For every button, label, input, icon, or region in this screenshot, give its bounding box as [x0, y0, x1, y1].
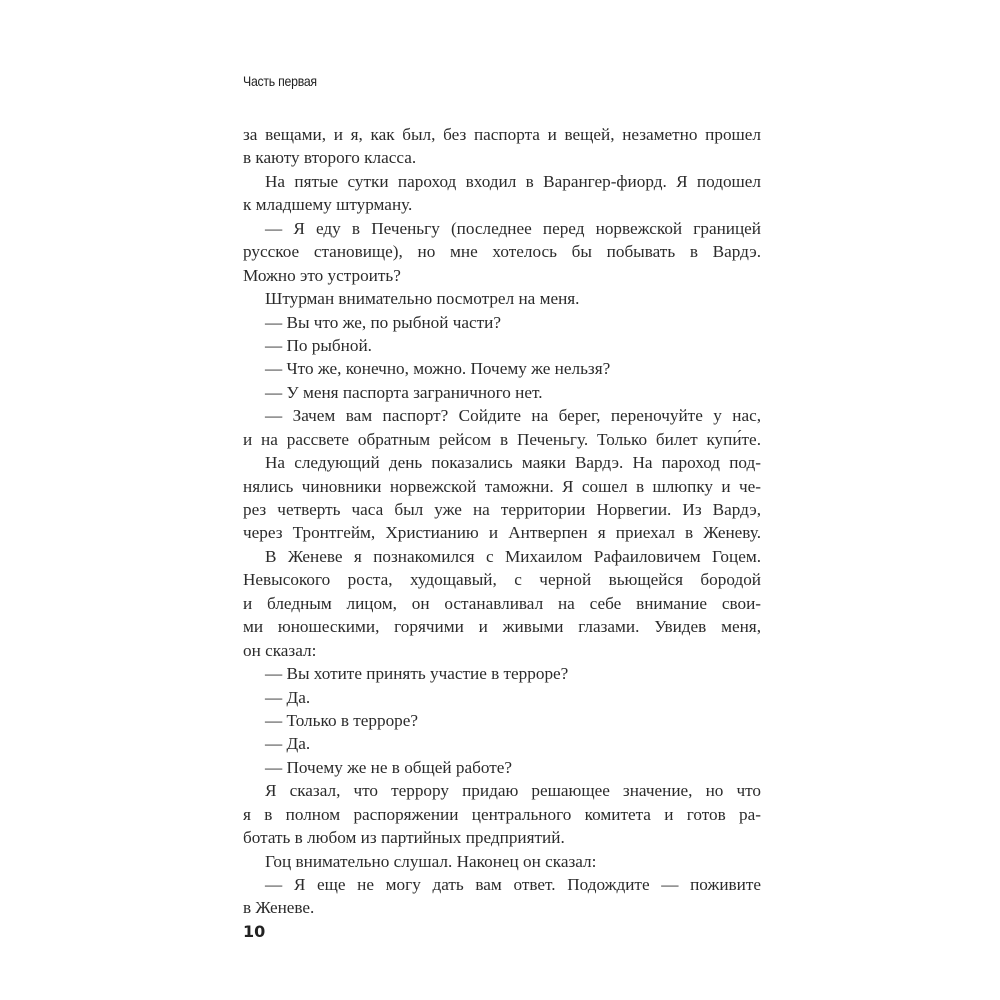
- text-line: русское становище), но мне хотелось бы побывать в Вардэ.: [243, 242, 761, 262]
- text-line: Штурман внимательно посмотрел на меня.: [265, 289, 580, 309]
- text-line: В Женеве я познакомился с Михаилом Рафаиловичем Гоцем.: [265, 546, 761, 566]
- text-line: — У меня паспорта заграничного нет.: [265, 382, 543, 402]
- text-line: он сказал:: [243, 640, 317, 660]
- text-line: — Почему же не в общей работе?: [265, 757, 512, 777]
- text-line: за вещами, и я, как был, без паспорта и вещей, незаметно прошел: [243, 125, 761, 144]
- text-line: и бледным лицом, он останавливал на себе внимание свои-: [243, 593, 761, 613]
- text-line: нялись чиновники норвежской таможни. Я сошел в шлюпку и че-: [243, 476, 761, 496]
- text-line: ми юношескими, горячими и живыми глазами. Увидев меня,: [243, 617, 761, 637]
- text-line: — Да.: [265, 734, 311, 754]
- text-line: Невысокого роста, худощавый, с черной вьющейся бородой: [243, 570, 761, 590]
- text-line: Я сказал, что террору придаю решающее значение, но что: [265, 781, 761, 801]
- text-line: — По рыбной.: [265, 335, 372, 355]
- text-line: Можно это устроить?: [243, 265, 401, 285]
- text-line: ботать в любом из партийных предприятий.: [243, 828, 565, 848]
- text-line: — Вы что же, по рыбной части?: [265, 312, 501, 332]
- body-text: [243, 123, 761, 920]
- text-line: рез четверть часа был уже на территории Норвегии. Из Вардэ,: [243, 500, 761, 519]
- text-line: — Я еще не могу дать вам ответ. Подождите — поживите: [265, 875, 761, 894]
- text-line: — Я еду в Печеньгу (последнее перед норвежской границей: [265, 218, 761, 238]
- running-head: Часть первая: [243, 73, 317, 89]
- page-number: 10: [243, 922, 266, 941]
- text-line: в Женеве.: [243, 898, 315, 918]
- text-line: в каюту второго класса.: [243, 148, 417, 168]
- text-line: — Да.: [265, 687, 311, 707]
- text-line: Гоц внимательно слушал. Наконец он сказал:: [265, 851, 597, 871]
- text-line: На пятые сутки пароход входил в Варангер-фиорд. Я подошел: [265, 171, 761, 191]
- text-line: — Что же, конечно, можно. Почему же нельзя?: [265, 359, 611, 379]
- text-line: — Только в терроре?: [265, 710, 419, 730]
- text-line: — Вы хотите принять участие в терроре?: [265, 664, 569, 684]
- text-line: — Зачем вам паспорт? Сойдите на берег, переночуйте у нас,: [265, 406, 761, 426]
- text-line: через Тронтгейм, Христианию и Антверпен я приехал в Женеву.: [243, 523, 761, 543]
- text-line: я в полном распоряжении центрального комитета и готов ра-: [243, 804, 761, 824]
- text-line: и на рассвете обратным рейсом в Печеньгу. Только билет купи́те.: [243, 429, 761, 449]
- text-line: к младшему штурману.: [243, 195, 413, 215]
- text-line: На следующий день показались маяки Вардэ. На пароход под-: [265, 453, 761, 473]
